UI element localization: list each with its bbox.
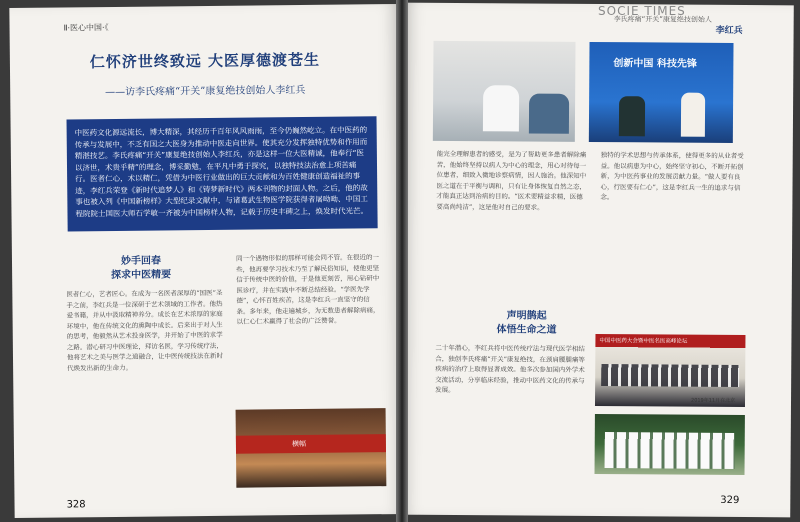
doctor-figure bbox=[483, 85, 519, 131]
section-heading-1-line1: 妙手回春 bbox=[120, 255, 162, 267]
speaker-figure bbox=[619, 96, 645, 136]
left-page bbox=[9, 4, 404, 518]
intro-box: 中医药文化源远流长，博大精深，其经历千百年风风雨雨，至今仍巍然屹立。在中医药的传承与发展中，不乏有国之大医身为推动中医走向世界。使其充分发挥独特优势和作用而精湛技艺。李氏疼痛“开关”康复绝技创始人李红兵，亦是这样一位大医精诚，他奉行“医以济世，术贵乎精”的理念，博采勤勉，在平凡中勇于探究，以独特技法治愈上项苦痛行。医者仁心，术以精仁，凭借为中医行业做出的巨大贡献和为百姓健康创造福祉的事迹，李红兵荣登《新时代追梦人》和《铸梦新时代》两本刊物的封面人物。之后，他的故事也被入列《中国新榜样》大型纪录文献中，与诸葛武生物医学院获得者屠呦呦、中国工程院院士国医大师石学敏一齐被为中国榜样人物，记载于历史丰碑之上，焕发时代光芒。 bbox=[67, 116, 378, 231]
banner-strip bbox=[236, 434, 386, 454]
book-gutter bbox=[396, 0, 408, 522]
conference-photo bbox=[595, 334, 745, 407]
body-column-1: 医者仁心，艺者匠心。在成为一名医者深厚的“国医”圣手之前，李红兵是一位深研于艺术领域的工作者。他热爱书籍，并从中汲取精神养分。成长在艺术浓厚的家庭环境中，他在传统文化的熏陶中成长。后来出于对人生的思考，他毅然从艺术投身医学，并开始了中医的求学之路。潜心研习中医理论，拜访名医，学习传统疗法，他将艺术之美与医学之道融合，让中医传统技法在新时代焕发出新的生命力。 bbox=[66, 288, 224, 372]
section-heading-2-line2: 体悟生命之道 bbox=[496, 324, 557, 336]
article-subtitle: ——访李氏疼痛“开关”康复绝技创始人李红兵 bbox=[105, 84, 306, 99]
right-page bbox=[400, 3, 794, 518]
body-column-2: 同一个遇物形似的那样可能会同不管。在很近的一些，他再要学习技术乃至了解民俗知识，使他更坚信于传统中医的价值，于是他更刻苦，用心钻研中医诊疗，并在实践中不断总结经验。“学医先学德”，心怀百姓疾苦，这是李红兵一直坚守的信条。多年来，他走遍城乡，为无数患者解除病痛，以仁心仁术赢得了社会的广泛赞誉。 bbox=[235, 253, 380, 326]
doctors-group-photo bbox=[595, 414, 745, 475]
section-heading-1-line2: 探求中医精要 bbox=[111, 269, 172, 282]
right-body-column-1: 能完全理解患者的感受，是为了帮助更多患者解除痛苦，他始终坚持以病人为中心的理念，用心对待每一位患者，细致入微地诊察病情，因人施治。他深知中医之道在于平衡与调和，只有让身体恢复自然之态，才能真正达到治病的目的。“医术要精益求精，医德要高尚纯洁”，这是他对自己的要求。 bbox=[436, 149, 587, 212]
right-body-column-3: 二十年潜心，李红兵将中医传统疗法与现代医学相结合，独创李氏疼痛“开关”康复绝技，在颈肩腰腿痛等疾病的治疗上取得显著成效。他多次参加国内外学术交流活动，分享临床经验，推动中医药文化的传承与发展。 bbox=[435, 343, 585, 395]
section-heading-1 bbox=[76, 254, 206, 283]
article-title: 仁怀济世终致远 大医厚德渡苍生 bbox=[89, 50, 321, 72]
section-heading-2-line1: 声明鹊起 bbox=[506, 310, 547, 322]
right-body-column-2: 独特的学术思想与传承体系，使得更多的从业者受益。他以病患为中心，始终坚守初心，不断开拓创新，为中医药事业的发展贡献力量。“做人要有良心，行医要有仁心”，这是李红兵一生的追求与信念。 bbox=[600, 151, 744, 202]
ghost-header: SOCIE TIMES bbox=[598, 4, 686, 18]
page-number-left: 328 bbox=[66, 499, 86, 511]
page-header-right: 李红兵 bbox=[715, 25, 743, 37]
clinic-photo bbox=[433, 41, 576, 142]
stage-photo bbox=[589, 42, 734, 143]
page-header-left: Ⅱ·医心中国·《 bbox=[63, 23, 109, 33]
attendee-row bbox=[601, 364, 739, 387]
patient-figure bbox=[529, 94, 569, 134]
host-figure bbox=[681, 93, 705, 137]
page-number-right: 329 bbox=[720, 494, 740, 506]
group-photo-left bbox=[236, 408, 387, 488]
photo-caption-right: 2019年11月在北京 bbox=[690, 397, 736, 404]
stage-screen-text: 创新中国 科技先锋 bbox=[613, 58, 697, 70]
section-heading-2 bbox=[451, 309, 601, 338]
conference-banner: 中国中医药大会暨中医名医高峰论坛 bbox=[599, 338, 688, 345]
photo-caption-left: 横幅 bbox=[291, 439, 306, 449]
page-header-tag: 李氏疼痛“开关”康复绝技创始人 bbox=[613, 15, 712, 24]
white-coats-row bbox=[605, 432, 735, 469]
